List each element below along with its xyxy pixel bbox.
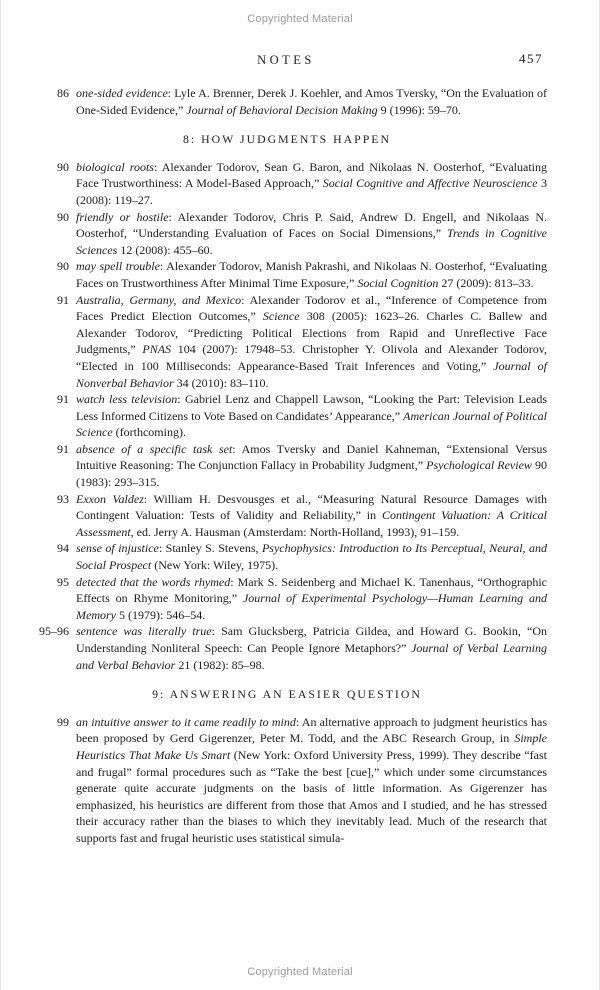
- note-text: [76, 491, 547, 541]
- note-page-ref: 90: [57, 159, 69, 174]
- note-text-segment: 12 (2008): 455–60.: [117, 242, 213, 257]
- note-text-segment: 5 (1979): 546–54.: [115, 607, 206, 622]
- note-entry: [27, 391, 547, 441]
- note-entry: [27, 85, 547, 118]
- note-text-segment: : Mark S. Seidenberg and Michael K. Tanenhaus, “Orthographic Effects on Rhyme Monitoring,”: [76, 574, 547, 606]
- note-text: [76, 292, 547, 392]
- note-text-segment: Social Cognition: [357, 275, 439, 290]
- note-page-ref: 86: [57, 86, 69, 100]
- note-entry: [27, 714, 547, 847]
- note-text-segment: 90 (1983): 293–315.: [76, 458, 548, 490]
- note-text: [76, 391, 547, 441]
- note-entry: [27, 159, 547, 209]
- note-text-segment: Journal of Experimental Psychology—Human Learning and Memory: [76, 591, 547, 622]
- note-text-segment: American Journal of Political Science: [76, 408, 547, 440]
- note-text-segment: Science: [262, 309, 300, 324]
- note-text-segment: : Alexander Todorov, Chris P. Said, Andrew D. Engell, and Nikolaas N. Oosterhof, “Understanding Evaluation of Faces on Social Dimensions,”: [76, 209, 547, 241]
- note-text-segment: absence of a specific task set: [76, 441, 233, 456]
- note-entry: [27, 574, 547, 624]
- note-text: [76, 714, 547, 847]
- note-page-ref: 95–96: [39, 624, 69, 639]
- section-heading: 8: HOW JUDGMENTS HAPPEN: [183, 132, 391, 147]
- note-text-segment: Simple Heuristics That Make Us Smart: [76, 731, 547, 762]
- notes-header-title: NOTES: [257, 53, 315, 67]
- note-text-segment: : Stanley S. Stevens,: [158, 541, 262, 556]
- note-text-segment: 308 (2005): 1623–26. Charles C. Ballew and Alexander Todorov, “Predicting Political Elections from Rapid and Unreflective Face Judgments,”: [76, 309, 547, 357]
- note-page-ref: 99: [57, 714, 69, 729]
- note-text-segment: Psychophysics: Introduction to Its Perceptual, Neural, and Social Prospect: [76, 541, 547, 573]
- note-text-segment: , ed. Jerry A. Hausman (Amsterdam: North-Holland, 1993), 91–159.: [130, 524, 460, 539]
- note-text: [76, 85, 547, 118]
- note-text-segment: Journal of Behavioral Decision Making: [186, 102, 378, 117]
- note-text-segment: Contingent Valuation: A Critical Assessment: [76, 508, 548, 539]
- note-text: [76, 258, 547, 291]
- note-page-ref: 91: [57, 392, 69, 407]
- note-text-segment: 9 (1996): 59–70.: [377, 102, 461, 117]
- notes-list: [1, 85, 599, 847]
- note-text-segment: : Alexander Todorov, Manish Pakrashi, and Nikolaas N. Oosterhof, “Evaluating Faces on Trustworthiness After Minimal Time Exposure,”: [76, 259, 548, 290]
- note-text-segment: Australia, Germany, and Mexico: [76, 292, 242, 307]
- note-text-segment: detected that the words rhymed: [76, 574, 231, 589]
- note-entry: [27, 540, 547, 573]
- note-text-segment: 104 (2007): 17948–53. Christopher Y. Olivola and Alexander Todorov, “Elected in 100 Milliseconds: Appearance-Based Trait Inferences and Voting,”: [76, 342, 547, 373]
- note-text-segment: 21 (1982): 85–98.: [175, 657, 265, 672]
- note-text-segment: Social Cognitive and Affective Neuroscience: [322, 176, 538, 191]
- note-text: [76, 574, 547, 624]
- page-number: 457: [519, 51, 543, 66]
- note-text-segment: sense of injustice: [76, 541, 159, 556]
- note-entry: [27, 209, 547, 259]
- note-page-ref: 90: [57, 209, 69, 224]
- note-text-segment: : Amos Tversky and Daniel Kahneman, “Extensional Versus Intuitive Reasoning: The Conjunction Fallacy in Probability Judgment,”: [76, 441, 547, 473]
- note-text-segment: Journal of Nonverbal Behavior: [76, 358, 547, 390]
- note-text-segment: PNAS: [142, 342, 172, 357]
- note-entry: [27, 292, 547, 392]
- note-text: [76, 441, 547, 491]
- note-text-segment: Trends in Cognitive Sciences: [76, 226, 547, 257]
- page-header: [1, 51, 599, 69]
- note-text-segment: sentence was literally true: [76, 624, 212, 639]
- note-text-segment: : Gabriel Lenz and Chappell Lawson, “Looking the Part: Television Leads Less Informed Citizens to Vote Based on Candidates’ Appearance,”: [76, 392, 547, 423]
- note-entry: [27, 623, 547, 673]
- note-page-ref: 95: [57, 574, 69, 589]
- note-text-segment: Journal of Verbal Learning and Verbal Behavior: [76, 641, 548, 672]
- note-page-ref: 91: [57, 441, 69, 456]
- note-text: [76, 209, 547, 259]
- note-text-segment: watch less television: [76, 392, 178, 407]
- note-entry: [27, 491, 547, 541]
- note-text: [76, 623, 547, 673]
- note-text-segment: (New York: Oxford University Press, 1999). They describe “fast and frugal” formal procedures such as “Take the best [cue],” which under some circumstances generate quite accurate judgments on the basis of little information. As Gigerenzer has emphasized, his heuristics are different from those that Amos and I studied, and he has stressed their accuracy rather than the biases to which they inevitably lead. Much of the research that supports fast and frugal heuristic uses statistical simula-: [76, 747, 547, 845]
- note-text-segment: one-sided evidence: [76, 86, 168, 100]
- note-text-segment: : Sam Glucksberg, Patricia Gildea, and Howard G. Bookin, “On Understanding Nonliteral Speech: Can People Ignore Metaphors?”: [76, 624, 547, 655]
- note-text-segment: 3 (2008): 119–27.: [76, 176, 547, 207]
- note-text-segment: (New York: Wiley, 1975).: [151, 558, 279, 573]
- note-text-segment: : An alternative approach to judgment heuristics has been proposed by Gerd Gigerenzer, Peter M. Todd, and the ABC Research Group, in: [76, 714, 547, 746]
- note-page-ref: 91: [57, 292, 69, 307]
- note-text-segment: (forthcoming).: [112, 425, 186, 440]
- note-text: [76, 159, 547, 209]
- note-entry: [27, 441, 547, 491]
- note-page-ref: 93: [57, 491, 69, 506]
- note-page-ref: 94: [57, 541, 69, 556]
- note-text-segment: an intuitive answer to it came readily to mind: [76, 714, 296, 729]
- note-entry: [27, 258, 547, 291]
- note-text-segment: Psychological Review: [426, 458, 532, 473]
- note-text-segment: 34 (2010): 83–110.: [173, 375, 269, 390]
- note-text-segment: 27 (2009): 813–33.: [438, 275, 534, 290]
- note-page-ref: 90: [57, 259, 69, 274]
- note-text: [76, 540, 547, 573]
- section-heading: 9: ANSWERING AN EASIER QUESTION: [152, 687, 422, 702]
- note-text-segment: : William H. Desvousges et al., “Measuring Natural Resource Damages with Contingent Valuation: Tests of Validity and Reliability,” in: [76, 491, 547, 523]
- note-text-segment: friendly or hostile: [76, 209, 169, 224]
- note-text-segment: biological roots: [76, 159, 154, 174]
- note-text-segment: : Alexander Todorov, Sean G. Baron, and Nikolaas N. Oosterhof, “Evaluating Face Trustworthiness: A Model-Based Approach,”: [76, 159, 548, 191]
- note-text-segment: : Lyle A. Brenner, Derek J. Koehler, and Amos Tversky, “On the Evaluation of One-Sided Evidence,”: [76, 86, 548, 117]
- note-text-segment: may spell trouble: [76, 259, 160, 274]
- note-text-segment: Exxon Valdez: [76, 491, 144, 506]
- copyright-text-top: Copyrighted Material: [247, 13, 353, 25]
- note-text-segment: : Alexander Todorov et al., “Inference of Competence from Faces Predict Election Outcomes,”: [76, 292, 547, 324]
- copyright-text-bottom: Copyrighted Material: [247, 966, 353, 978]
